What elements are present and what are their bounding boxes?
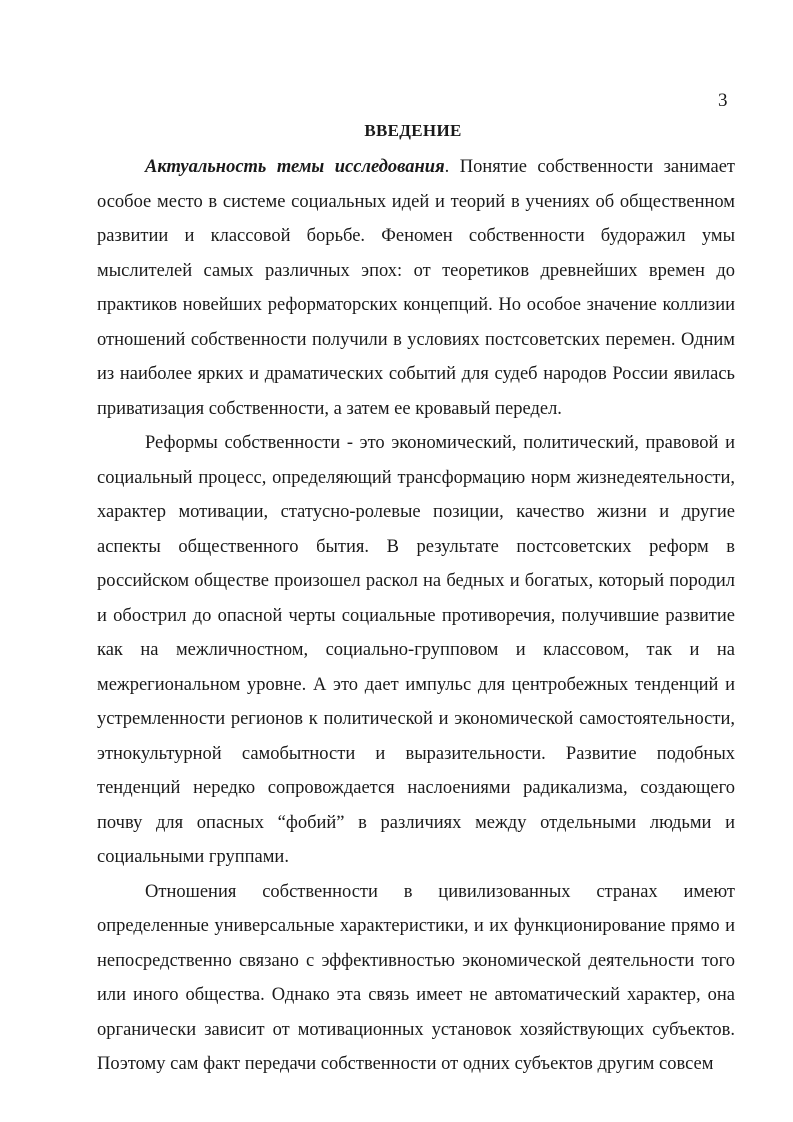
paragraph-relevance	[97, 150, 735, 426]
paragraph-text: . Понятие собственности занимает особое место в системе социальных идей и теорий в учениях об общественном развитии и классовой борьбе. Феномен собственности будоражил умы мыслителей самых различных эпох: от теоретиков древнейших времен до практиков новейших реформаторских концепций. Но особое значение коллизии отношений собственности получили в условиях постсоветских перемен. Одним из наиболее ярких и драматических событий для судеб народов России явилась приватизация собственности, а затем ее кровавый передел.	[97, 157, 735, 419]
paragraph-lead: Актуальность темы исследования	[145, 157, 445, 177]
paragraph-reforms: Реформы собственности - это экономический, политический, правовой и социальный процесс, определяющий трансформацию норм жизнедеятельности, характер мотивации, статусно-ролевые позиции, качество жизни и другие аспекты общественного бытия. В результате постсоветских реформ в российском обществе произошел раскол на бедных и богатых, который породил и обострил до опасной черты социальные противоречия, получившие развитие как на межличностном, социально-групповом и классовом, так и на межрегиональном уровне. А это дает импульс для центробежных тенденций и устремленности регионов к политической и экономической самостоятельности, этнокультурной самобытности и выразительности. Развитие подобных тенденций нередко сопровождается наслоениями радикализма, создающего почву для опасных “фобий” в различиях между отдельными людьми и социальными группами.	[97, 433, 735, 867]
page-number: 3	[718, 90, 728, 111]
body-text	[97, 150, 735, 1082]
section-heading: ВВЕДЕНИЕ	[364, 121, 462, 140]
paragraph-property-relations: Отношения собственности в цивилизованных странах имеют определенные универсальные характеристики, и их функционирование прямо и непосредственно связано с эффективностью экономической деятельности того или иного общества. Однако эта связь имеет не автоматический характер, она органически зависит от мотивационных установок хозяйствующих субъектов. Поэтому сам факт передачи собственности от одних субъектов другим совсем	[97, 881, 735, 1074]
